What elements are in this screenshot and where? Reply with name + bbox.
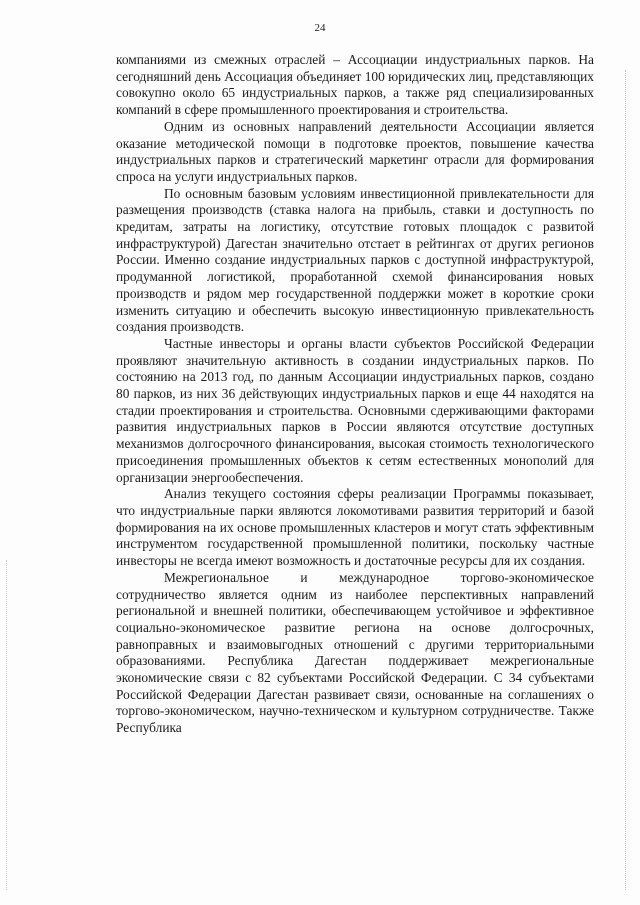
scan-edge-marks-left bbox=[6, 560, 9, 890]
paragraph: По основным базовым условиям инвестиционной привлекательности для размещения производств (ставка налога на прибыль, ставки и доступность по кредитам, затраты на логистику, отсутствие готовых площадок с развитой инфраструктурой) Дагестан значительно отстает в рейтингах от других регионов России. Именно создание индустриальных парков с доступной инфраструктурой, продуманной логистикой, проработанной схемой финансирования новых производств и рядом мер государственной поддержки может в короткие сроки изменить ситуацию и обеспечить высокую инвестиционную привлекательность создания производств. bbox=[116, 185, 594, 335]
paragraph: Одним из основных направлений деятельности Ассоциации является оказание методической помощи в подготовке проектов, повышение качества индустриальных парков и стратегический маркетинг отрасли для формирования спроса на услуги индустриальных парков. bbox=[116, 118, 594, 184]
page-number: 24 bbox=[314, 22, 326, 34]
paragraph: Частные инвесторы и органы власти субъектов Российской Федерации проявляют значительную активность в создании индустриальных парков. По состоянию на 2013 год, по данным Ассоциации индустриальных парков, создано 80 парков, из них 36 действующих индустриальных парков и еще 44 находятся на стадии проектирования и строительства. Основными сдерживающими факторами развития индустриальных парков в России являются отсутствие доступных механизмов долгосрочного финансирования, высокая стоимость технологического присоединения промышленных объектов к сетям естественных монополий для организации энергообеспечения. bbox=[116, 335, 594, 485]
paragraph: компаниями из смежных отраслей – Ассоциации индустриальных парков. На сегодняшний день Ассоциация объединяет 100 юридических лиц, представляющих совокупно около 65 индустриальных парков, а также ряд специализированных компаний в сфере промышленного проектирования и строительства. bbox=[116, 52, 594, 118]
paragraph: Межрегиональное и международное торгово-экономическое сотрудничество является одним из наиболее перспективных направлений региональной и внешней политики, обеспечивающем устойчивое и эффективное социально-экономическое развитие региона на основе долгосрочных, равноправных и взаимовыгодных отношений с другими территориальными образованиями. Республика Дагестан поддерживает межрегиональные экономические связи с 82 субъектами Российской Федерации. С 34 субъектами Российской Федерации Дагестан развивает связи, основанные на соглашениях о торгово-экономическом, научно-техническом и культурном сотрудничестве. Также Республика bbox=[116, 569, 594, 736]
scan-edge-marks bbox=[619, 70, 626, 890]
document-body bbox=[116, 52, 594, 737]
paragraph: Анализ текущего состояния сферы реализации Программы показывает, что индустриальные парки являются локомотивами развития территорий и базой формирования на их основе промышленных кластеров и могут стать эффективным инструментом государственной промышленной политики, поскольку частные инвесторы не всегда имеют возможность и достаточные ресурсы для их создания. bbox=[116, 486, 594, 569]
